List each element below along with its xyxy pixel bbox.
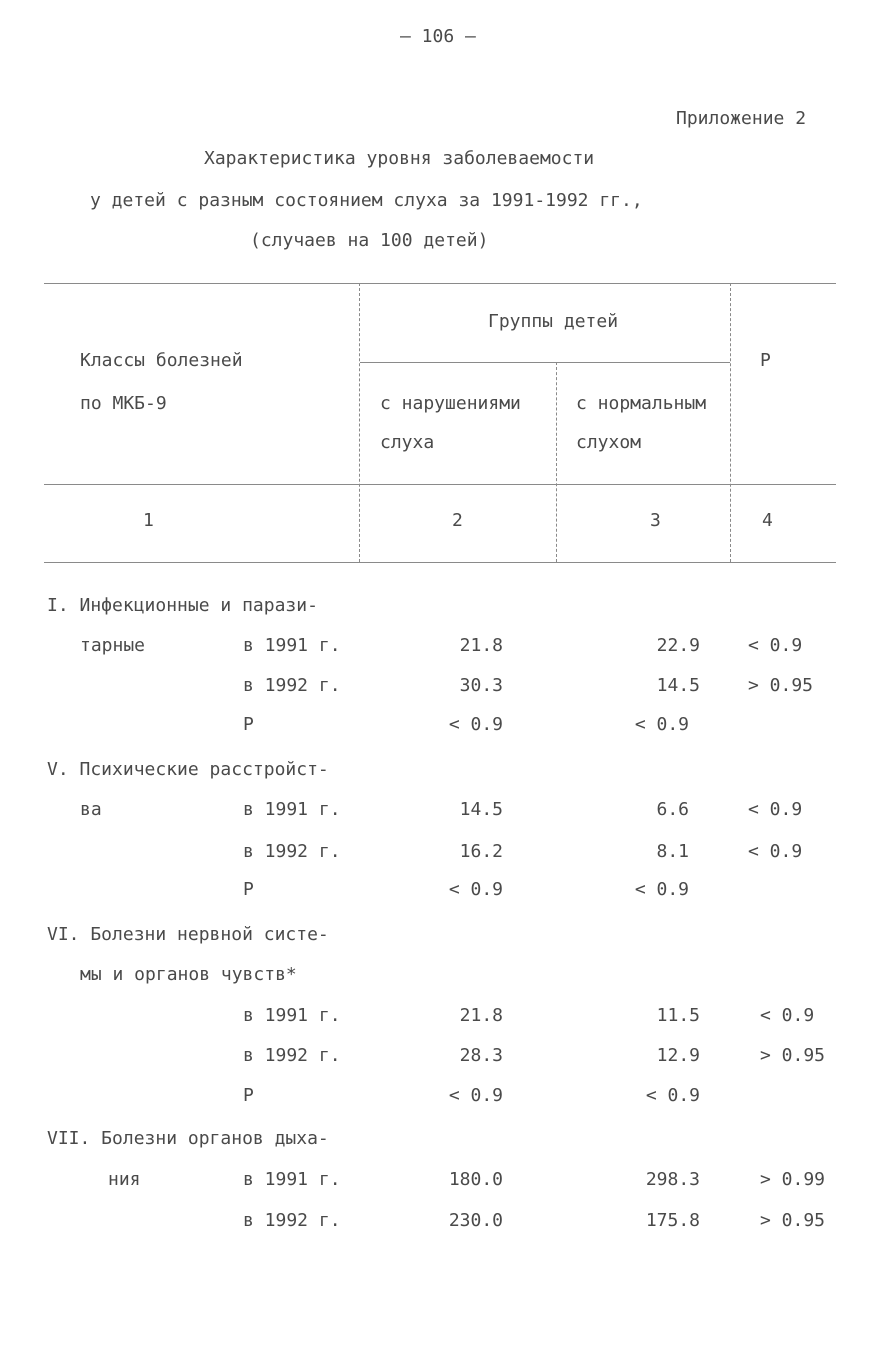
col-divider-3 bbox=[730, 283, 731, 562]
title-line-2: у детей с разным состоянием слуха за 1991-1992 гг., bbox=[90, 190, 643, 211]
header-col2-line1: с нарушениями bbox=[380, 393, 521, 414]
section-title-cont: ва bbox=[80, 799, 102, 820]
row-value-normal: 14.5 bbox=[656, 675, 700, 696]
numbers-bottom-rule bbox=[44, 562, 836, 563]
row-value-impaired: < 0.9 bbox=[448, 1085, 503, 1106]
header-col1-line2: по МКБ-9 bbox=[80, 393, 167, 414]
row-value-p: < 0.9 bbox=[748, 799, 803, 820]
appendix-label: Приложение 2 bbox=[676, 108, 807, 129]
row-label: Р bbox=[243, 1085, 254, 1106]
row-value-impaired: 28.3 bbox=[459, 1045, 503, 1066]
row-label: Р bbox=[243, 879, 254, 900]
row-value-normal: 11.5 bbox=[656, 1005, 700, 1026]
row-label: в 1992 г. bbox=[243, 675, 341, 696]
header-num2: 2 bbox=[452, 510, 463, 531]
header-num4: 4 bbox=[762, 510, 773, 531]
row-label: в 1991 г. bbox=[243, 635, 341, 656]
row-value-p: > 0.95 bbox=[760, 1210, 826, 1231]
row-value-normal: 175.8 bbox=[645, 1210, 700, 1231]
section-title-cont: тарные bbox=[80, 635, 146, 656]
row-value-p: < 0.9 bbox=[760, 1005, 815, 1026]
row-value-p: < 0.9 bbox=[748, 635, 803, 656]
row-value-impaired: 14.5 bbox=[459, 799, 503, 820]
section-title: I. Инфекционные и парази- bbox=[47, 595, 318, 616]
group-sub-rule bbox=[360, 362, 730, 363]
title-line-3: (случаев на 100 детей) bbox=[250, 230, 489, 251]
row-label: в 1992 г. bbox=[243, 1045, 341, 1066]
row-value-impaired: 21.8 bbox=[459, 635, 503, 656]
row-value-p: > 0.95 bbox=[760, 1045, 826, 1066]
row-value-impaired: 180.0 bbox=[448, 1169, 503, 1190]
row-label: в 1991 г. bbox=[243, 1169, 341, 1190]
header-group: Группы детей bbox=[488, 311, 619, 332]
row-value-normal: 6.6 bbox=[656, 799, 689, 820]
row-value-impaired: 16.2 bbox=[459, 841, 503, 862]
col-divider-1 bbox=[359, 283, 360, 562]
row-value-normal: < 0.9 bbox=[634, 714, 689, 735]
row-value-impaired: 21.8 bbox=[459, 1005, 503, 1026]
row-value-impaired: < 0.9 bbox=[448, 879, 503, 900]
row-value-normal: < 0.9 bbox=[634, 879, 689, 900]
header-num1: 1 bbox=[143, 510, 154, 531]
row-value-impaired: 30.3 bbox=[459, 675, 503, 696]
header-bottom-rule bbox=[44, 484, 836, 485]
row-value-normal: < 0.9 bbox=[645, 1085, 700, 1106]
header-col2-line2: слуха bbox=[380, 432, 435, 453]
row-value-impaired: 230.0 bbox=[448, 1210, 503, 1231]
section-title-cont: мы и органов чувств* bbox=[80, 964, 297, 985]
row-label: в 1992 г. bbox=[243, 841, 341, 862]
row-label: в 1991 г. bbox=[243, 799, 341, 820]
header-col3-line1: с нормальным bbox=[576, 393, 707, 414]
row-value-impaired: < 0.9 bbox=[448, 714, 503, 735]
title-line-1: Характеристика уровня заболеваемости bbox=[204, 148, 595, 169]
section-title-cont: ния bbox=[108, 1169, 141, 1190]
section-title: VII. Болезни органов дыха- bbox=[47, 1128, 329, 1149]
section-title: V. Психические расстройст- bbox=[47, 759, 329, 780]
header-col4: Р bbox=[760, 350, 771, 371]
header-num3: 3 bbox=[650, 510, 661, 531]
row-value-p: > 0.99 bbox=[760, 1169, 826, 1190]
row-label: в 1992 г. bbox=[243, 1210, 341, 1231]
header-col1-line1: Классы болезней bbox=[80, 350, 243, 371]
row-value-p: < 0.9 bbox=[748, 841, 803, 862]
row-value-normal: 22.9 bbox=[656, 635, 700, 656]
section-title: VI. Болезни нервной систе- bbox=[47, 924, 329, 945]
header-col3-line2: слухом bbox=[576, 432, 642, 453]
col-divider-2 bbox=[556, 362, 557, 562]
table-top-rule bbox=[44, 283, 836, 284]
row-value-normal: 298.3 bbox=[645, 1169, 700, 1190]
row-label: в 1991 г. bbox=[243, 1005, 341, 1026]
row-value-normal: 12.9 bbox=[656, 1045, 700, 1066]
row-label: Р bbox=[243, 714, 254, 735]
row-value-normal: 8.1 bbox=[656, 841, 689, 862]
row-value-p: > 0.95 bbox=[748, 675, 814, 696]
page-number: – 106 – bbox=[400, 26, 476, 47]
